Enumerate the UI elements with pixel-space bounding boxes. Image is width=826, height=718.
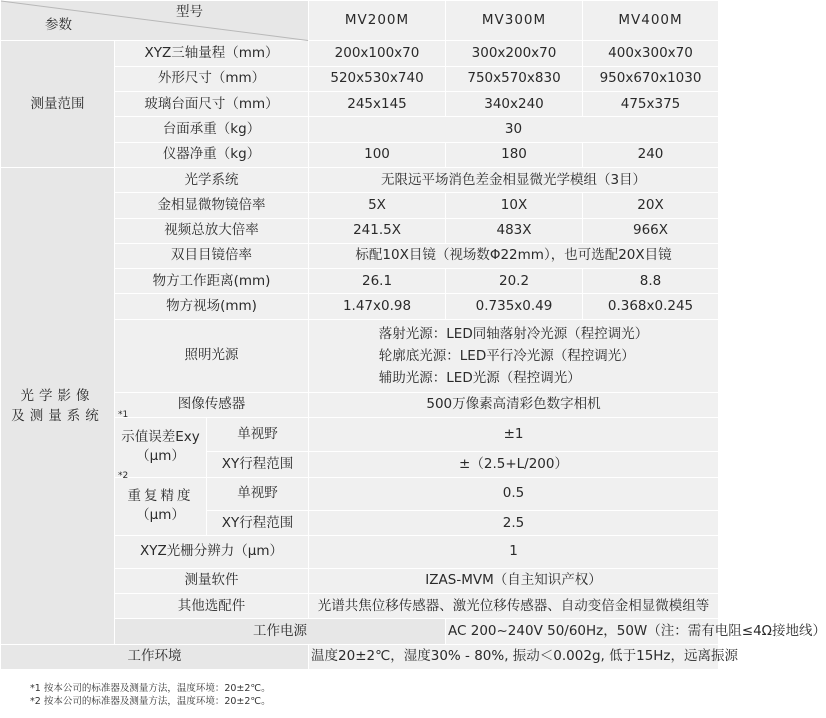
row-label-xy-range: XY行程范围 xyxy=(207,451,309,477)
row-label-field-of-view: 物方视场(mm) xyxy=(115,294,309,319)
repeatability-unit: （μm） xyxy=(136,506,185,523)
value-cell: 300x200x70 xyxy=(446,41,583,66)
row-label-working-distance: 物方工作距离(mm) xyxy=(115,269,309,294)
value-cell: 5X xyxy=(309,193,446,218)
value-cell: 温度20±2℃，湿度30% - 80%, 振动＜0.002g, 低于15Hz，远离振源 xyxy=(309,644,719,669)
row-label-single-field: 单视野 xyxy=(207,417,309,451)
value-cell: 520x530x740 xyxy=(309,66,446,91)
footnote-mark-2: *2 xyxy=(118,470,129,481)
value-cell: ±（2.5+L/200） xyxy=(309,451,719,477)
value-cell: 500万像素高清彩色数字相机 xyxy=(309,392,719,417)
value-cell: 1.47x0.98 xyxy=(309,294,446,319)
value-cell: 475x375 xyxy=(583,92,719,117)
value-cell: 10X xyxy=(446,193,583,218)
model-mv400m: MV400M xyxy=(583,1,719,41)
illumination-line: 辅助光源：LED光源（程控调光） xyxy=(378,369,581,386)
value-cell: 1 xyxy=(309,536,719,568)
value-cell: IZAS-MVM（自主知识产权） xyxy=(309,568,719,593)
model-mv300m: MV300M xyxy=(446,1,583,41)
value-cell: 8.8 xyxy=(583,269,719,294)
category-optical-line1: 光学影像 xyxy=(20,387,95,404)
indication-error-unit: （μm） xyxy=(136,447,185,464)
repeatability-label-cell xyxy=(115,470,207,536)
value-cell: 26.1 xyxy=(309,269,446,294)
row-label-optical-system: 光学系统 xyxy=(115,167,309,192)
value-cell: ±1 xyxy=(309,417,719,451)
category-optical-line2: 及测量系统 xyxy=(11,407,104,424)
illumination-line: 落射光源：LED同轴落射冷光源（程控调光） xyxy=(378,325,649,342)
value-cell: 180 xyxy=(446,142,583,167)
row-label-xyz-range: XYZ三轴量程（mm） xyxy=(115,41,309,66)
category-measure-range: 测量范围 xyxy=(1,41,115,167)
row-label-image-sensor: 图像传感器 xyxy=(115,392,309,417)
row-label-grating-resolution: XYZ光栅分辨力（μm） xyxy=(115,536,309,568)
value-cell: 30 xyxy=(309,117,719,142)
row-label-glass-size: 玻璃台面尺寸（mm） xyxy=(115,92,309,117)
value-cell: 245x145 xyxy=(309,92,446,117)
row-label-eyepiece-mag: 双目目镜倍率 xyxy=(115,243,309,268)
model-label: 型号 xyxy=(176,4,204,20)
row-label-table-load: 台面承重（kg） xyxy=(115,117,309,142)
row-label-single-field: 单视野 xyxy=(207,477,309,510)
value-cell: 966X xyxy=(583,218,719,243)
value-cell: 标配10X目镜（视场数Φ22mm），也可选配20X目镜 xyxy=(309,243,719,268)
value-cell: 2.5 xyxy=(309,510,719,535)
category-environment: 工作环境 xyxy=(1,644,309,669)
repeatability-label: 重复精度 xyxy=(127,487,194,504)
row-label-dimensions: 外形尺寸（mm） xyxy=(115,66,309,91)
value-cell: 950x670x1030 xyxy=(583,66,719,91)
value-cell: 0.735x0.49 xyxy=(446,294,583,319)
footnote-mark-1: *1 xyxy=(118,409,129,420)
row-label-accessories: 其他选配件 xyxy=(115,593,309,618)
model-mv200m: MV200M xyxy=(309,1,446,41)
value-cell: AC 200~240V 50/60Hz，50W（注：需有电阻≤4Ω接地线） xyxy=(446,619,719,644)
footnote-2: *2 按本公司的标准器及测量方法，温度环境：20±2℃。 xyxy=(30,696,271,707)
value-cell: 光谱共焦位移传感器、激光位移传感器、自动变倍金相显微模组等 xyxy=(309,593,719,618)
indication-error-label: 示值误差Exy xyxy=(121,428,200,445)
illumination-lines xyxy=(379,323,648,389)
header-diagonal-cell xyxy=(1,1,309,41)
value-cell: 750x570x830 xyxy=(446,66,583,91)
param-label: 参数 xyxy=(45,17,72,34)
value-cell: 241.5X xyxy=(309,218,446,243)
category-power: 工作电源 xyxy=(115,619,446,644)
row-label-net-weight: 仪器净重（kg） xyxy=(115,142,309,167)
value-cell: 340x240 xyxy=(446,92,583,117)
value-cell: 无限远平场消色差金相显微光学模组（3目） xyxy=(309,167,719,192)
row-label-xy-range: XY行程范围 xyxy=(207,510,309,535)
value-cell: 0.5 xyxy=(309,477,719,510)
value-cell: 100 xyxy=(309,142,446,167)
value-cell: 400x300x70 xyxy=(583,41,719,66)
row-label-video-mag: 视频总放大倍率 xyxy=(115,218,309,243)
value-cell: 20X xyxy=(583,193,719,218)
illumination-value-cell xyxy=(309,319,719,392)
value-cell: 0.368x0.245 xyxy=(583,294,719,319)
value-cell: 240 xyxy=(583,142,719,167)
value-cell: 20.2 xyxy=(446,269,583,294)
footnotes xyxy=(30,682,271,708)
row-label-software: 测量软件 xyxy=(115,568,309,593)
row-label-objective-mag: 金相显微物镜倍率 xyxy=(115,193,309,218)
value-cell: 483X xyxy=(446,218,583,243)
value-cell: 200x100x70 xyxy=(309,41,446,66)
category-optical-imaging xyxy=(1,167,115,644)
footnote-1: *1 按本公司的标准器及测量方法，温度环境：20±2℃。 xyxy=(30,683,271,694)
illumination-line: 轮廓底光源：LED平行冷光源（程控调光） xyxy=(378,347,635,364)
row-label-illumination: 照明光源 xyxy=(115,319,309,392)
